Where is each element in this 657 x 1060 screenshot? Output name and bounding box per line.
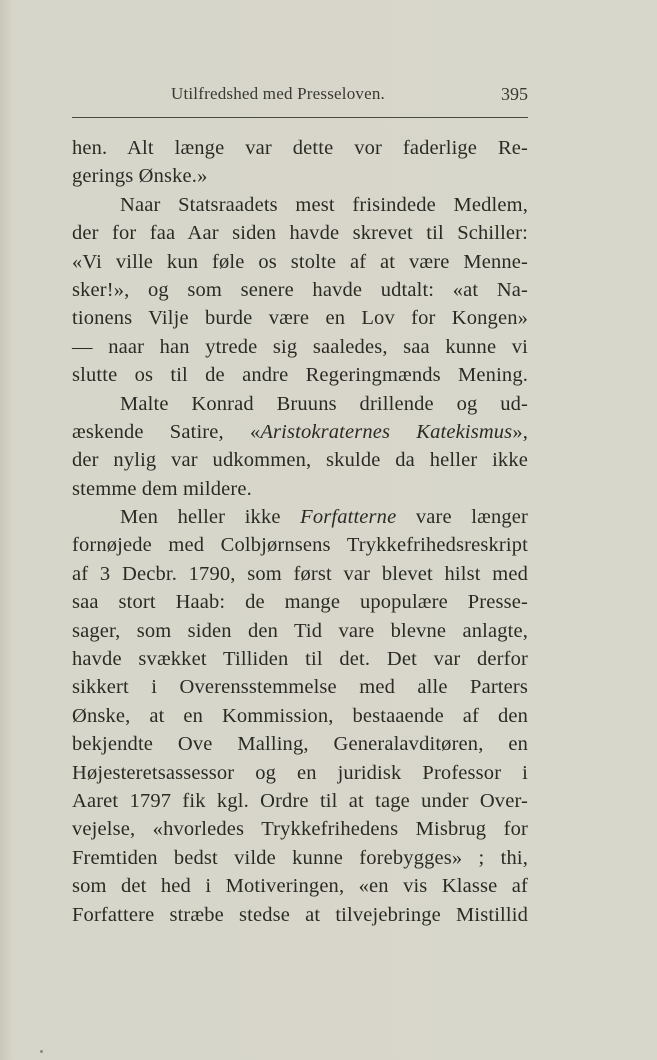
text-line: havde svækket Tilliden til det. Det var derfor — [72, 648, 528, 671]
text-line: sager, som siden den Tid vare blevne anlagte, — [72, 619, 528, 642]
text-line: bekjendte Ove Malling, Generalavditøren, en — [72, 733, 528, 756]
italic-word: Forfatterne — [300, 506, 397, 529]
text-line: Malte Konrad Bruuns drillende og ud- — [120, 392, 528, 415]
text-line: Fremtiden bedst vilde kunne forebygges» ; thi, — [72, 846, 528, 869]
text-line: stemme dem mildere. — [72, 477, 252, 500]
text-line: Forfattere stræbe stedse at tilvejebringe Mistillid — [72, 903, 528, 926]
running-title: Utilfredshed med Presseloven. — [170, 84, 385, 103]
text-line: som det hed i Motiveringen, «en vis Klasse af — [72, 875, 528, 898]
page-speck — [40, 1050, 43, 1053]
text-line: der for faa Aar siden havde skrevet til Schiller: — [72, 222, 528, 245]
text-line: saa stort Haab: de mange upopulære Presse- — [72, 591, 528, 614]
text-line: «Vi ville kun føle os stolte af at være Menne- — [72, 250, 528, 273]
page-number: 395 — [501, 84, 528, 104]
text-line: sker!», og som senere havde udtalt: «at Na- — [72, 278, 528, 301]
text-line: Naar Statsraadets mest frisindede Medlem, — [120, 193, 528, 216]
text-segment: vare længer — [396, 506, 529, 529]
text-segment: », — [512, 420, 528, 443]
text-segment: æskende Satire, « — [72, 420, 261, 443]
text-line: sikkert i Overensstemmelse med alle Parters — [72, 676, 528, 699]
text-line: hen. Alt længe var dette vor faderlige Re- — [72, 137, 528, 159]
text-line: Aaret 1797 fik kgl. Ordre til at tage under Over- — [72, 789, 528, 812]
text-line — [72, 418, 528, 446]
body-text — [72, 134, 528, 929]
text-line: der nylig var udkommen, skulde da heller ikke — [72, 449, 528, 472]
text-line: tionens Vilje burde være en Lov for Kongen» — [72, 307, 528, 330]
text-line: Højesteretsassessor og en juridisk Professor i — [72, 761, 528, 784]
text-line: slutte os til de andre Regeringmænds Mening. — [72, 364, 528, 387]
text-line: vejelse, «hvorledes Trykkefrihedens Misbrug for — [72, 818, 528, 841]
text-line: gerings Ønske.» — [72, 165, 208, 188]
text-line: Ønske, at en Kommission, bestaaende af den — [72, 704, 528, 727]
page-header — [72, 84, 528, 110]
text-line — [72, 503, 528, 531]
text-line: af 3 Decbr. 1790, som først var blevet hilst med — [72, 562, 528, 585]
text-line: fornøjede med Colbjørnsens Trykkefrihedsreskript — [72, 534, 528, 557]
header-rule — [72, 117, 528, 118]
text-segment: Men heller ikke — [120, 506, 301, 529]
italic-title: Aristokraternes Katekismus — [260, 420, 513, 443]
text-line: — naar han ytrede sig saaledes, saa kunne vi — [72, 335, 528, 358]
